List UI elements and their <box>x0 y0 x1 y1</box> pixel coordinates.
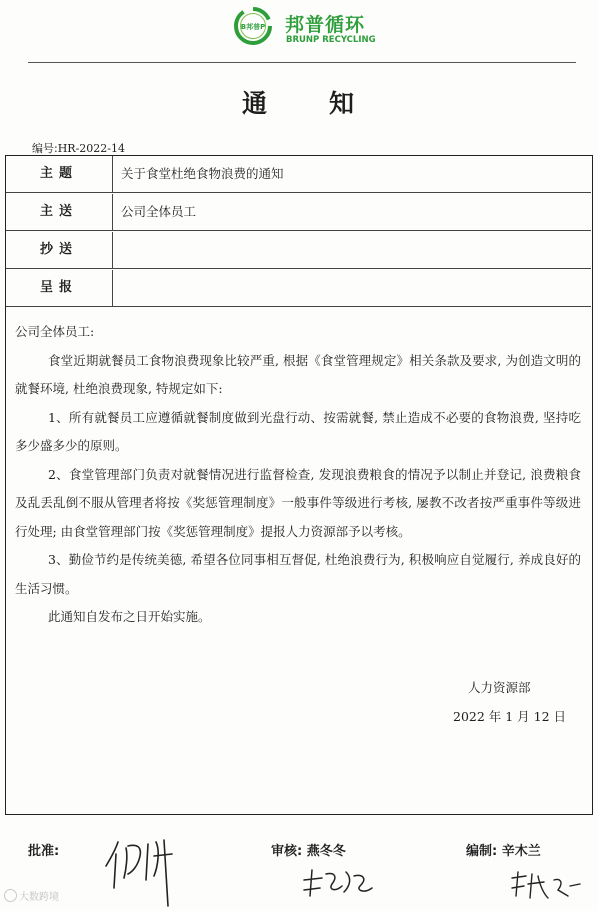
company-logo <box>233 6 376 48</box>
review-label: 审核: <box>271 844 303 859</box>
brand-name-en: BRUNP RECYCLING <box>286 35 376 45</box>
watermark-text: 大数跨境 <box>19 892 59 903</box>
header-row-cc <box>6 232 591 269</box>
issuer-department: 人力资源部 <box>468 680 531 695</box>
recipient-value: 公司全体员工 <box>121 204 197 219</box>
approve-label: 批准: <box>28 844 60 859</box>
intro-paragraph: 食堂近期就餐员工食物浪费现象比较严重, 根据《食堂管理规定》相关条款及要求, 为创造文明的就餐环境, 杜绝浪费现象, 特规定如下: <box>15 352 581 396</box>
closing-paragraph: 此通知自发布之日开始实施。 <box>48 609 211 624</box>
notice-body <box>15 318 581 632</box>
document-title <box>0 84 598 120</box>
item-3: 3、勤俭节约是传统美德, 希望各位同事相互督促, 杜绝浪费行为, 积极响应自觉履行, 养成良好的生活习惯。 <box>15 552 581 596</box>
reviewer-name: 燕冬冬 <box>306 844 346 859</box>
recipient-label: 主送 <box>6 194 113 230</box>
header-row-recipient <box>6 194 591 231</box>
subject-value: 关于食堂杜绝食物浪费的通知 <box>121 166 284 181</box>
compiler-name: 辛木兰 <box>501 844 541 859</box>
approver-signature <box>98 826 188 911</box>
logo-mark-text: B邦普P <box>240 23 266 31</box>
title-char-2: 知 <box>329 89 357 118</box>
item-1: 1、所有就餐员工应遵循就餐制度做到光盘行动、按需就餐, 禁止造成不必要的食物浪费, 坚持吃多少盛多少的原则。 <box>15 409 581 453</box>
issue-date: 2022 年 1 月 12 日 <box>453 709 567 724</box>
header-row-report <box>6 270 591 307</box>
watermark <box>4 888 59 903</box>
report-label: 呈报 <box>6 270 113 306</box>
compiler-signature <box>508 866 588 906</box>
compile-label: 编制: <box>466 844 498 859</box>
doc-number-label: 编号: <box>32 142 58 155</box>
brand-name-cn: 邦普循环 <box>285 14 366 36</box>
document-number <box>32 140 125 156</box>
cc-label: 抄送 <box>6 232 113 268</box>
header-row-subject <box>6 156 591 193</box>
title-char-1: 通 <box>241 89 269 118</box>
notice-frame <box>5 155 593 815</box>
review-section <box>271 840 346 859</box>
logo-ring-icon <box>233 6 273 46</box>
watermark-icon <box>4 889 17 902</box>
salutation: 公司全体员工: <box>15 324 95 339</box>
reviewer-signature <box>298 862 388 902</box>
item-2: 2、食堂管理部门负责对就餐情况进行监督检查, 发现浪费粮食的情况予以制止并登记, 浪费粮食及乱丢乱倒不服从管理者将按《奖惩管理制度》一般事件等级进行考核, 屡教不改者按严重事件等级进行处理; 由食堂管理部门按《奖惩管理制度》提报人力资源部予以考核。 <box>15 466 581 539</box>
header-divider <box>28 62 576 63</box>
subject-label: 主题 <box>6 156 113 192</box>
doc-number-value: HR-2022-14 <box>57 142 126 155</box>
compile-section <box>466 840 541 859</box>
